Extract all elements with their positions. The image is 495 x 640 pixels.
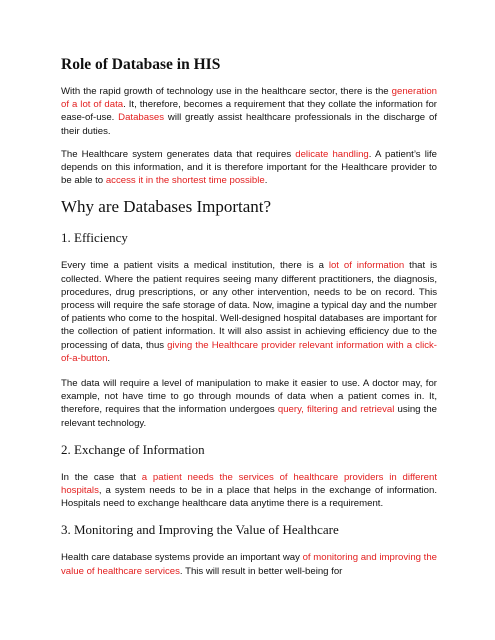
highlight-run: delicate handling [295, 148, 369, 160]
document-body [61, 56, 437, 590]
text-run: The Healthcare system generates data that requires [61, 148, 296, 160]
heading-exchange-of-information: 2. Exchange of Information [61, 441, 205, 457]
highlight-run: giving the Healthcare provider relevant information with a click-of-a-button [61, 339, 438, 364]
text-run: Every time a patient visits a medical institution, there is a [61, 260, 329, 272]
heading-efficiency: 1. Efficiency [61, 230, 128, 246]
text-run: will greatly assist healthcare professionals in the discharge of their duties. [61, 112, 437, 137]
text-run: . [107, 352, 111, 364]
paragraph-exchange-1 [61, 471, 437, 511]
text-run: . This will result in better well-being for [179, 565, 343, 577]
text-run: . It, therefore, becomes a requirement that they collate the information for ease-of-use. [61, 99, 437, 124]
heading-role-of-database: Role of Database in HIS [61, 56, 221, 73]
highlight-run: lot of information [328, 260, 405, 272]
text-run: . A patient’s life depends on this information, and it is therefore important for the Healthcare provider to be able to [61, 148, 437, 187]
highlight-run: access it in the shortest time possible [105, 175, 265, 187]
heading-why-databases-important: Why are Databases Important? [61, 197, 272, 217]
text-run: that is collected. Where the patient requires seeing many different practitioners, the diagnosis, procedures, drug prescriptions, or any other intervention, needs to be on record. This process will require the safe storage of data. Now, imagine a typical day and the number of patients who come to the hospital. Well-designed hospital databases are important for the collection of patient information. It will also assist in achieving efficiency due to the processing of data, thus [61, 260, 437, 351]
heading-monitoring-and-improving: 3. Monitoring and Improving the Value of Healthcare [61, 522, 339, 538]
paragraph-efficiency-1 [61, 259, 437, 365]
text-run: With the rapid growth of technology use in the healthcare sector, there is the [61, 86, 392, 97]
paragraph-efficiency-2 [61, 377, 437, 430]
highlight-run: a patient needs the services of healthcare providers in different hospitals [61, 471, 437, 497]
text-run: using the relevant technology. [61, 404, 437, 429]
paragraph-role-1 [61, 85, 437, 138]
text-run: , a system needs to be in a place that helps in the exchange of information. Hospitals need to exchange healthcare data anytime there is a requirement. [61, 485, 437, 510]
highlight-run: generation of a lot of data [61, 86, 437, 111]
highlight-run: of monitoring and improving the value of healthcare services [61, 552, 437, 577]
highlight-run: Databases [118, 112, 165, 124]
text-run: In the case that [61, 471, 142, 483]
text-run: . [264, 175, 268, 187]
paragraph-monitoring-1 [61, 551, 437, 577]
text-run: Health care database systems provide an important way [61, 552, 303, 564]
paragraph-role-2 [61, 148, 437, 188]
text-run: The data will require a level of manipulation to make it easier to use. A doctor may, for example, not have time to go through mounds of data when a patient comes in. It, therefore, requires that the information undergoes [61, 378, 437, 416]
highlight-run: query, filtering and retrieval [277, 404, 395, 416]
